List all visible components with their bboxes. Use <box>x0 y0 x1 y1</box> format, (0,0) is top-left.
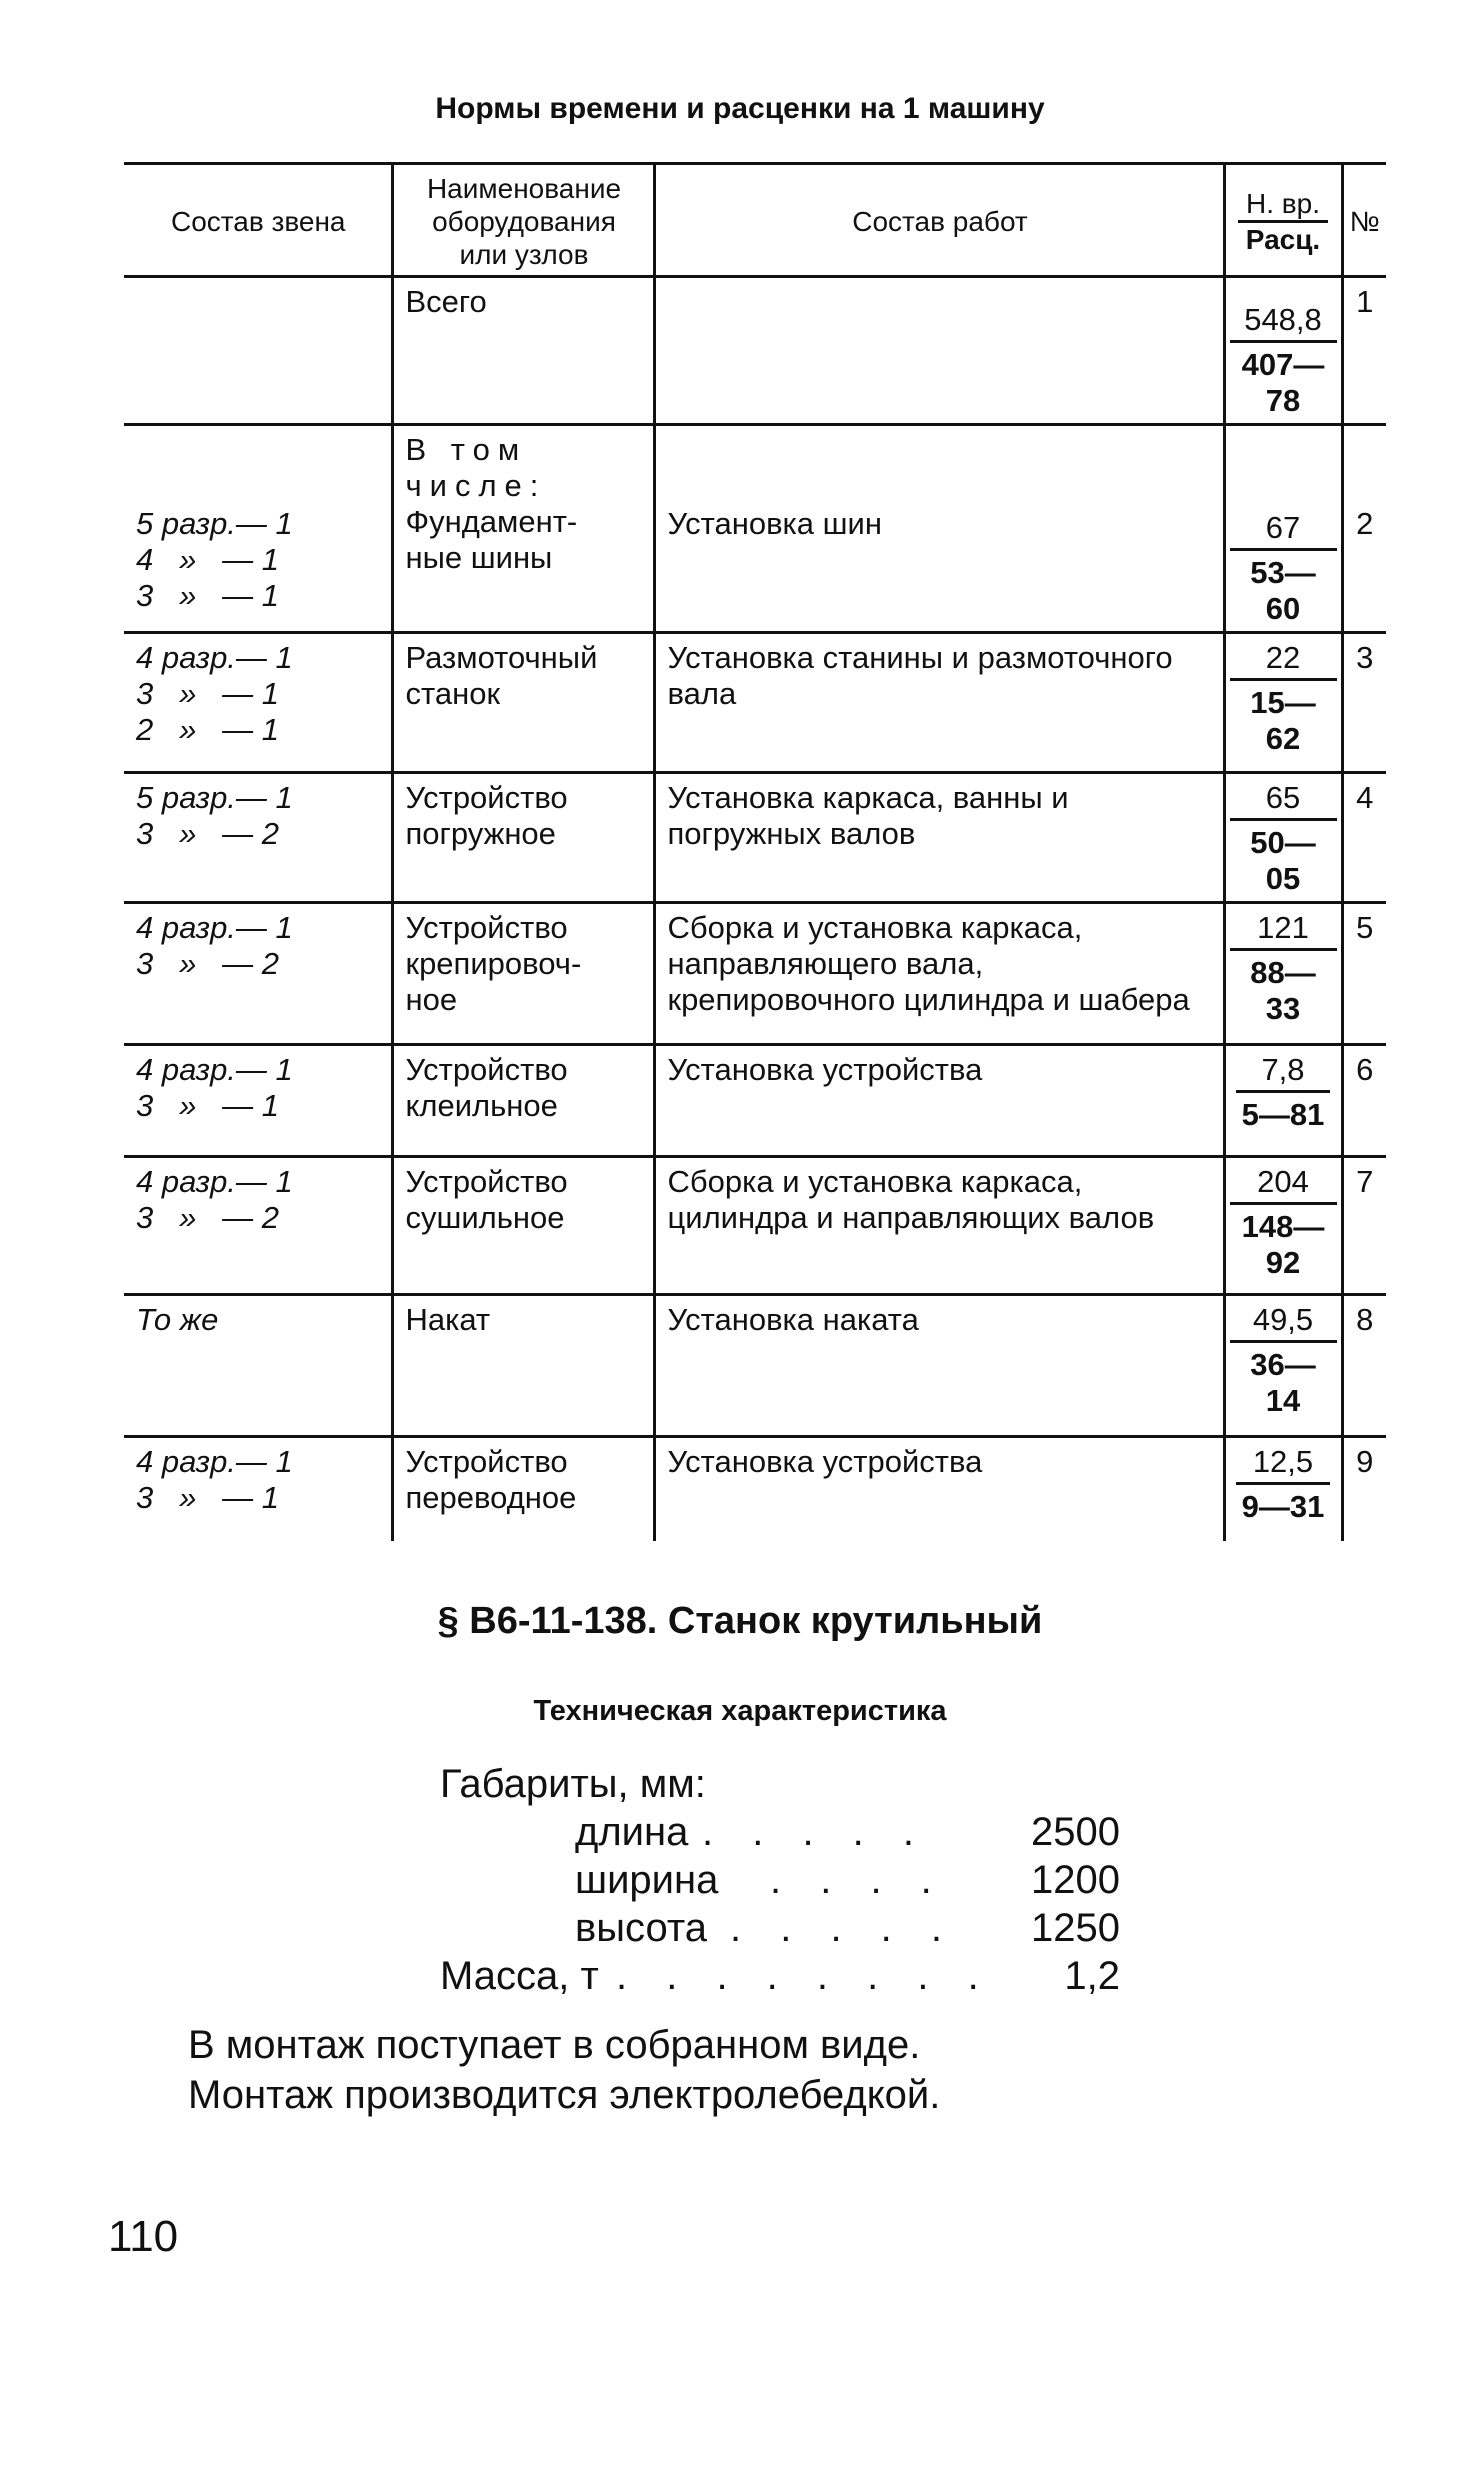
crew-cell: 4 разр.— 1 3 » — 2 <box>136 1164 293 1235</box>
spec-length-value: 2500 <box>1031 1810 1120 1854</box>
leader-dots: . . . . . <box>730 1906 957 1950</box>
norm-time: 65 <box>1230 780 1337 821</box>
table-row <box>124 773 1386 903</box>
norm-time: 12,5 <box>1236 1444 1331 1485</box>
spec-width-row <box>440 1856 1140 1904</box>
header-norm-time: Н. вр. <box>1238 187 1328 223</box>
work-cell: Установка наката <box>667 1302 919 1337</box>
leader-dots: . . . . . . . . <box>616 1954 993 1998</box>
table-header-row <box>124 164 1386 277</box>
norm-time: 67 <box>1230 510 1337 551</box>
row-number: 7 <box>1356 1164 1374 1199</box>
equipment-cell: Устройство сушильное <box>405 1164 568 1235</box>
row-number: 5 <box>1356 910 1374 945</box>
header-crew: Состав звена <box>124 164 392 277</box>
rate: 5—81 <box>1241 1097 1325 1132</box>
row-number: 9 <box>1356 1444 1374 1479</box>
equipment-cell: Фундамент- ные шины <box>405 504 578 575</box>
crew-cell: То же <box>136 1302 219 1337</box>
norm-time: 121 <box>1230 910 1337 951</box>
spec-length-row <box>440 1808 1140 1856</box>
equipment-cell: Всего <box>405 284 487 319</box>
header-equipment: Наименование оборудования или узлов <box>392 164 654 277</box>
norm-time: 204 <box>1230 1164 1337 1205</box>
work-cell: Установка каркаса, ванны и погружных валов <box>667 780 1069 851</box>
spec-mass-value: 1,2 <box>1064 1954 1120 1998</box>
equipment-cell: Устройство переводное <box>405 1444 577 1515</box>
header-rate: Расц. <box>1245 223 1321 255</box>
technical-specs <box>440 1760 1140 2000</box>
row-number: 2 <box>1356 506 1374 541</box>
row-number: 4 <box>1356 780 1374 815</box>
spec-length-label: длина <box>575 1810 689 1854</box>
spec-width-label: ширина <box>575 1858 719 1902</box>
work-cell: Сборка и установка каркаса, направляющего вала, крепировочного цилиндра и шабера <box>667 910 1190 1017</box>
norm-time: 548,8 <box>1230 302 1337 343</box>
equipment-including-label: В том числе: <box>405 432 547 503</box>
crew-cell: 5 разр.— 1 3 » — 2 <box>136 780 293 851</box>
equipment-cell: Накат <box>405 1302 491 1337</box>
work-cell: Установка устройства <box>667 1052 983 1087</box>
equipment-cell: Размоточный станок <box>405 640 598 711</box>
equipment-cell: Устройство крепировоч- ное <box>405 910 582 1017</box>
table-row <box>124 633 1386 773</box>
page-number: 110 <box>108 2212 179 2261</box>
table-row <box>124 1157 1386 1295</box>
table-row <box>124 1437 1386 1541</box>
header-norm <box>1224 164 1342 277</box>
rate: 9—31 <box>1241 1489 1325 1524</box>
table-title: Нормы времени и расценки на 1 машину <box>435 92 1045 125</box>
work-cell: Установка шин <box>667 506 882 541</box>
section-title: § В6-11-138. Станок крутильный <box>437 1600 1043 1642</box>
table-row <box>124 425 1386 633</box>
work-cell: Установка станины и размоточного вала <box>667 640 1173 711</box>
table-row <box>124 1295 1386 1437</box>
spec-height-value: 1250 <box>1031 1906 1120 1950</box>
table-row <box>124 277 1386 425</box>
norm-time: 22 <box>1230 640 1337 681</box>
spec-mass-row <box>440 1952 1140 2000</box>
norms-table <box>124 162 1386 1541</box>
equipment-cell: Устройство погружное <box>405 780 568 851</box>
leader-dots: . . . . <box>770 1858 946 1902</box>
row-number: 1 <box>1356 284 1374 319</box>
spec-height-row <box>440 1904 1140 1952</box>
crew-cell: 4 разр.— 1 3 » — 2 <box>136 910 293 981</box>
row-number: 6 <box>1356 1052 1374 1087</box>
spec-height-label: высота <box>575 1906 707 1950</box>
leader-dots: . . . . . <box>702 1810 929 1854</box>
row-number: 3 <box>1356 640 1374 675</box>
row-number: 8 <box>1356 1302 1374 1337</box>
norm-time: 49,5 <box>1230 1302 1337 1343</box>
rate: 407—78 <box>1241 347 1325 418</box>
crew-cell: 4 разр.— 1 3 » — 1 <box>136 1444 293 1515</box>
table-row <box>124 903 1386 1045</box>
spec-mass-label: Масса, т <box>440 1954 599 1998</box>
table-row <box>124 1045 1386 1157</box>
crew-cell: 5 разр.— 1 4 » — 1 3 » — 1 <box>136 506 293 613</box>
norm-time: 7,8 <box>1236 1052 1331 1093</box>
spec-dimensions-row <box>440 1760 1140 1808</box>
spec-width-value: 1200 <box>1031 1858 1120 1902</box>
installation-note: В монтаж поступает в собранном виде. Монтаж производится электролебедкой. <box>188 2023 941 2117</box>
header-number: № <box>1342 164 1386 277</box>
work-cell: Установка устройства <box>667 1444 983 1479</box>
rate: 36—14 <box>1250 1347 1316 1418</box>
crew-cell: 4 разр.— 1 3 » — 1 <box>136 1052 293 1123</box>
rate: 15—62 <box>1250 685 1316 756</box>
equipment-cell: Устройство клеильное <box>405 1052 568 1123</box>
work-cell: Сборка и установка каркаса, цилиндра и направляющих валов <box>667 1164 1155 1235</box>
rate: 53—60 <box>1250 555 1316 626</box>
spec-dimensions-label: Габариты, мм: <box>440 1762 706 1806</box>
rate: 50—05 <box>1250 825 1316 896</box>
crew-cell: 4 разр.— 1 3 » — 1 2 » — 1 <box>136 640 293 747</box>
rate: 148—92 <box>1241 1209 1325 1280</box>
header-works: Состав работ <box>654 164 1224 277</box>
rate: 88—33 <box>1250 955 1316 1026</box>
subsection-title: Техническая характеристика <box>533 1695 947 1727</box>
